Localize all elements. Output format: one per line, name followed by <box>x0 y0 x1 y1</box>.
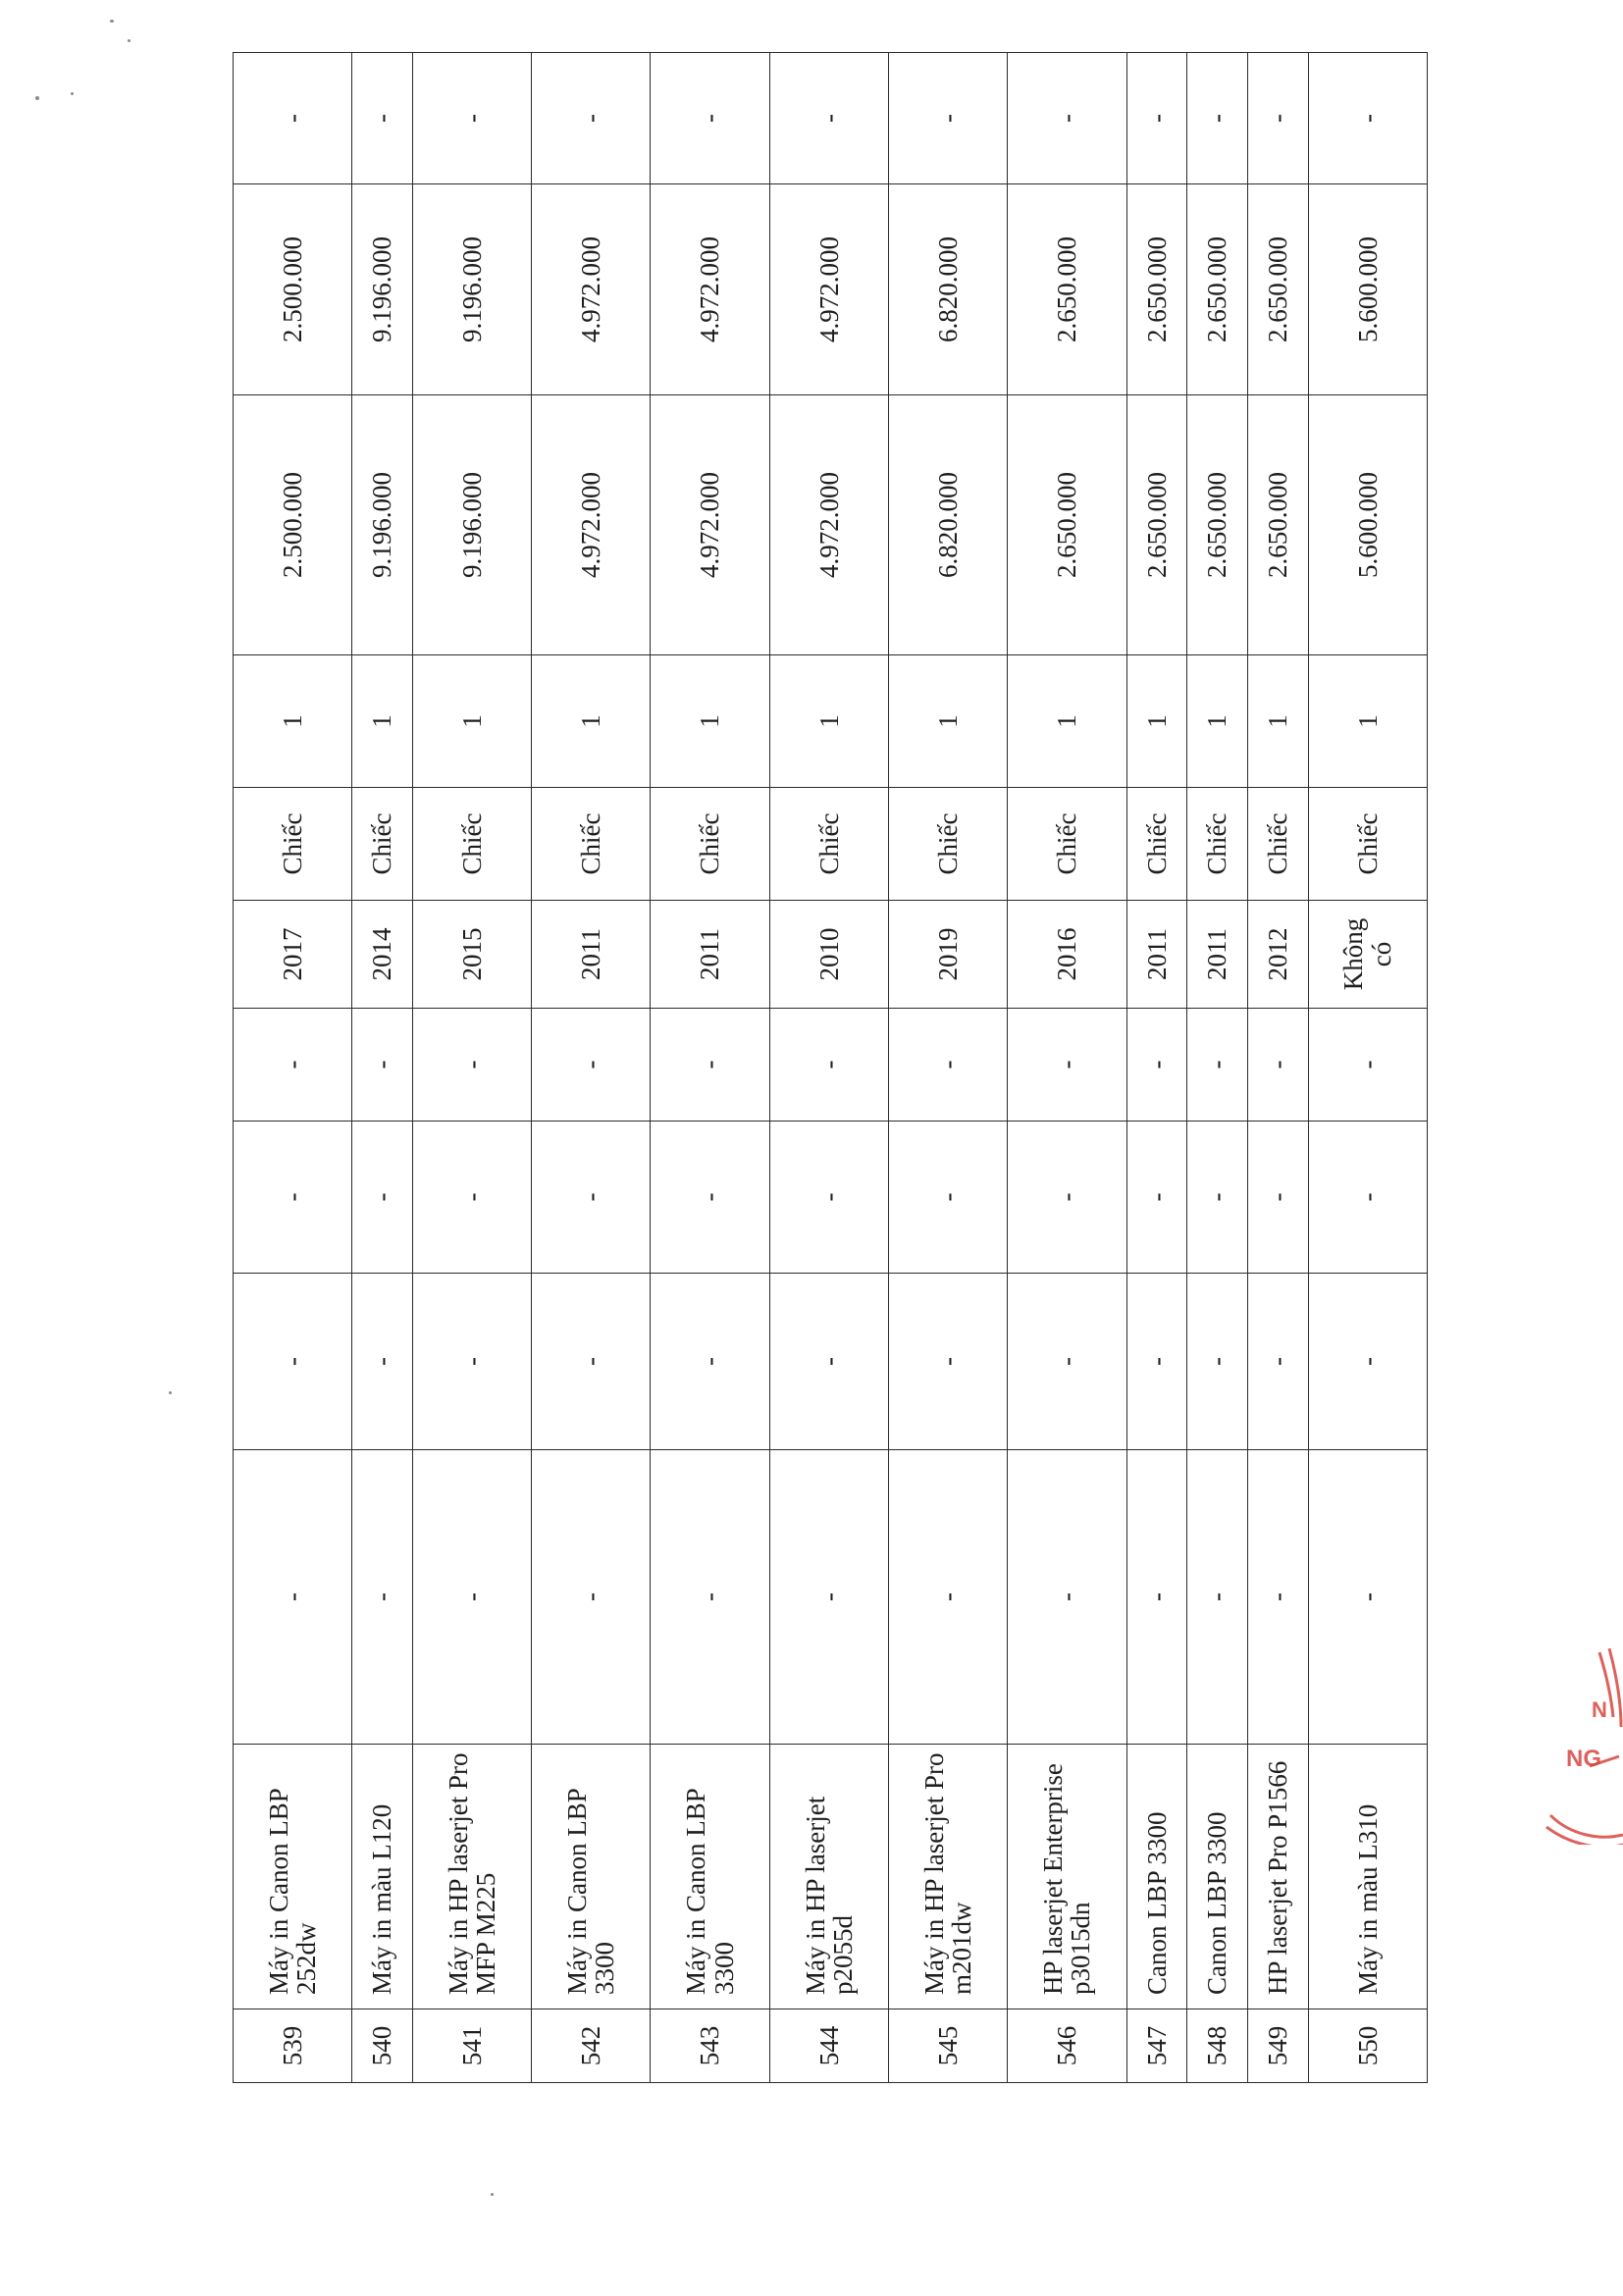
cell-value2: 4.972.000 <box>651 184 769 395</box>
cell-value1: 2.500.000 <box>234 395 352 655</box>
cell-c3: - <box>651 1450 769 1745</box>
cell-c6: - <box>1308 1009 1427 1122</box>
cell-c4: - <box>1247 1274 1308 1450</box>
cell-stt: 542 <box>532 2009 651 2083</box>
cell-value2: 2.650.000 <box>1187 184 1248 395</box>
table-row <box>769 53 888 2083</box>
cell-qty: 1 <box>1247 655 1308 788</box>
cell-c4: - <box>1126 1274 1187 1450</box>
cell-year: 2011 <box>1187 901 1248 1009</box>
cell-qty: 1 <box>532 655 651 788</box>
cell-name: HP laserjet Enterprise p3015dn <box>1008 1745 1126 2009</box>
cell-c4: - <box>769 1274 888 1450</box>
cell-stt: 540 <box>352 2009 413 2083</box>
cell-name: Canon LBP 3300 <box>1126 1745 1187 2009</box>
cell-year: 2011 <box>651 901 769 1009</box>
cell-qty: 1 <box>1308 655 1427 788</box>
cell-year: 2019 <box>889 901 1008 1009</box>
cell-qty: 1 <box>352 655 413 788</box>
cell-c5: - <box>1008 1122 1126 1274</box>
cell-c12: - <box>412 53 531 184</box>
cell-c3: - <box>889 1450 1008 1745</box>
cell-c12: - <box>1126 53 1187 184</box>
cell-c5: - <box>532 1122 651 1274</box>
cell-qty: 1 <box>651 655 769 788</box>
cell-year: Không có <box>1308 901 1427 1009</box>
cell-unit: Chiếc <box>352 788 413 901</box>
cell-year: 2016 <box>1008 901 1126 1009</box>
cell-value1: 2.650.000 <box>1008 395 1126 655</box>
cell-c12: - <box>532 53 651 184</box>
cell-unit: Chiếc <box>412 788 531 901</box>
cell-c5: - <box>769 1122 888 1274</box>
cell-stt: 539 <box>234 2009 352 2083</box>
cell-c6: - <box>1247 1009 1308 1122</box>
cell-year: 2010 <box>769 901 888 1009</box>
cell-qty: 1 <box>1008 655 1126 788</box>
stamp-fragment <box>1531 1648 1623 1845</box>
cell-value1: 2.650.000 <box>1187 395 1248 655</box>
cell-c3: - <box>1308 1450 1427 1745</box>
cell-year: 2015 <box>412 901 531 1009</box>
cell-value1: 5.600.000 <box>1308 395 1427 655</box>
cell-unit: Chiếc <box>532 788 651 901</box>
cell-stt: 543 <box>651 2009 769 2083</box>
scan-speck <box>110 20 114 23</box>
cell-c5: - <box>1126 1122 1187 1274</box>
cell-value1: 2.650.000 <box>1126 395 1187 655</box>
cell-name: Máy in Canon LBP 3300 <box>651 1745 769 2009</box>
cell-year: 2011 <box>532 901 651 1009</box>
cell-c5: - <box>1187 1122 1248 1274</box>
cell-c6: - <box>889 1009 1008 1122</box>
table-row <box>352 53 413 2083</box>
cell-unit: Chiếc <box>234 788 352 901</box>
cell-c6: - <box>651 1009 769 1122</box>
cell-qty: 1 <box>769 655 888 788</box>
cell-name: Máy in màu L120 <box>352 1745 413 2009</box>
cell-c3: - <box>1187 1450 1248 1745</box>
cell-c3: - <box>412 1450 531 1745</box>
cell-c12: - <box>1187 53 1248 184</box>
cell-value1: 9.196.000 <box>352 395 413 655</box>
cell-name: Máy in HP laserjet Pro MFP M225 <box>412 1745 531 2009</box>
cell-c3: - <box>1008 1450 1126 1745</box>
cell-stt: 550 <box>1308 2009 1427 2083</box>
cell-value2: 2.650.000 <box>1126 184 1187 395</box>
cell-value1: 4.972.000 <box>532 395 651 655</box>
cell-name: Máy in Canon LBP 3300 <box>532 1745 651 2009</box>
cell-c4: - <box>1187 1274 1248 1450</box>
table-row <box>1126 53 1187 2083</box>
cell-value2: 6.820.000 <box>889 184 1008 395</box>
rotated-table-wrapper <box>233 53 1428 2083</box>
cell-c12: - <box>1008 53 1126 184</box>
cell-c6: - <box>412 1009 531 1122</box>
cell-value1: 4.972.000 <box>769 395 888 655</box>
cell-c4: - <box>532 1274 651 1450</box>
cell-c4: - <box>352 1274 413 1450</box>
cell-c5: - <box>1247 1122 1308 1274</box>
cell-year: 2011 <box>1126 901 1187 1009</box>
cell-c12: - <box>889 53 1008 184</box>
cell-c6: - <box>234 1009 352 1122</box>
cell-c12: - <box>1308 53 1427 184</box>
cell-c3: - <box>352 1450 413 1745</box>
cell-stt: 544 <box>769 2009 888 2083</box>
cell-c5: - <box>234 1122 352 1274</box>
table-row <box>889 53 1008 2083</box>
cell-stt: 549 <box>1247 2009 1308 2083</box>
cell-value1: 2.650.000 <box>1247 395 1308 655</box>
cell-c3: - <box>769 1450 888 1745</box>
cell-c12: - <box>651 53 769 184</box>
cell-value2: 9.196.000 <box>412 184 531 395</box>
cell-c6: - <box>1126 1009 1187 1122</box>
cell-c5: - <box>352 1122 413 1274</box>
cell-c12: - <box>352 53 413 184</box>
cell-name: Máy in HP laserjet Pro m201dw <box>889 1745 1008 2009</box>
cell-qty: 1 <box>1126 655 1187 788</box>
cell-qty: 1 <box>889 655 1008 788</box>
cell-qty: 1 <box>412 655 531 788</box>
cell-c3: - <box>532 1450 651 1745</box>
cell-name: Máy in Canon LBP 252dw <box>234 1745 352 2009</box>
cell-unit: Chiếc <box>1247 788 1308 901</box>
cell-c5: - <box>1308 1122 1427 1274</box>
cell-unit: Chiếc <box>1008 788 1126 901</box>
cell-c4: - <box>1308 1274 1427 1450</box>
table-row <box>234 53 352 2083</box>
scan-speck <box>491 2193 494 2196</box>
scan-speck <box>35 96 39 100</box>
cell-c12: - <box>769 53 888 184</box>
table-row <box>651 53 769 2083</box>
cell-qty: 1 <box>234 655 352 788</box>
cell-year: 2012 <box>1247 901 1308 1009</box>
cell-value2: 9.196.000 <box>352 184 413 395</box>
scan-speck <box>169 1391 172 1394</box>
table-row <box>1308 53 1427 2083</box>
stamp-text-2: NG <box>1566 1746 1601 1772</box>
cell-year: 2017 <box>234 901 352 1009</box>
cell-c6: - <box>352 1009 413 1122</box>
cell-value2: 2.650.000 <box>1247 184 1308 395</box>
cell-value1: 6.820.000 <box>889 395 1008 655</box>
cell-stt: 541 <box>412 2009 531 2083</box>
table-row <box>412 53 531 2083</box>
cell-c5: - <box>651 1122 769 1274</box>
cell-unit: Chiếc <box>1126 788 1187 901</box>
cell-c12: - <box>1247 53 1308 184</box>
table-row <box>1247 53 1308 2083</box>
scan-speck <box>71 92 74 95</box>
cell-value2: 2.650.000 <box>1008 184 1126 395</box>
cell-unit: Chiếc <box>889 788 1008 901</box>
asset-table <box>233 52 1428 2083</box>
cell-unit: Chiếc <box>1308 788 1427 901</box>
cell-c3: - <box>234 1450 352 1745</box>
cell-c6: - <box>1187 1009 1248 1122</box>
cell-c6: - <box>769 1009 888 1122</box>
cell-c5: - <box>412 1122 531 1274</box>
cell-year: 2014 <box>352 901 413 1009</box>
cell-name: HP laserjet Pro P1566 <box>1247 1745 1308 2009</box>
cell-stt: 545 <box>889 2009 1008 2083</box>
cell-c5: - <box>889 1122 1008 1274</box>
cell-c6: - <box>532 1009 651 1122</box>
cell-name: Canon LBP 3300 <box>1187 1745 1248 2009</box>
cell-name: Máy in HP laserjet p2055d <box>769 1745 888 2009</box>
table-row <box>1008 53 1126 2083</box>
cell-qty: 1 <box>1187 655 1248 788</box>
asset-table-body <box>234 53 1428 2083</box>
cell-c6: - <box>1008 1009 1126 1122</box>
cell-c12: - <box>234 53 352 184</box>
cell-c4: - <box>1008 1274 1126 1450</box>
cell-c4: - <box>412 1274 531 1450</box>
cell-value2: 4.972.000 <box>769 184 888 395</box>
cell-value1: 4.972.000 <box>651 395 769 655</box>
cell-c4: - <box>651 1274 769 1450</box>
cell-value2: 4.972.000 <box>532 184 651 395</box>
cell-value2: 5.600.000 <box>1308 184 1427 395</box>
cell-stt: 548 <box>1187 2009 1248 2083</box>
table-row <box>532 53 651 2083</box>
cell-unit: Chiếc <box>651 788 769 901</box>
scan-speck <box>128 39 131 42</box>
stamp-text-1: N <box>1592 1697 1607 1722</box>
cell-value1: 9.196.000 <box>412 395 531 655</box>
cell-value2: 2.500.000 <box>234 184 352 395</box>
cell-c4: - <box>234 1274 352 1450</box>
table-row <box>1187 53 1248 2083</box>
cell-c3: - <box>1126 1450 1187 1745</box>
cell-c4: - <box>889 1274 1008 1450</box>
cell-unit: Chiếc <box>769 788 888 901</box>
cell-c3: - <box>1247 1450 1308 1745</box>
cell-stt: 546 <box>1008 2009 1126 2083</box>
cell-name: Máy in màu L310 <box>1308 1745 1427 2009</box>
cell-stt: 547 <box>1126 2009 1187 2083</box>
cell-unit: Chiếc <box>1187 788 1248 901</box>
